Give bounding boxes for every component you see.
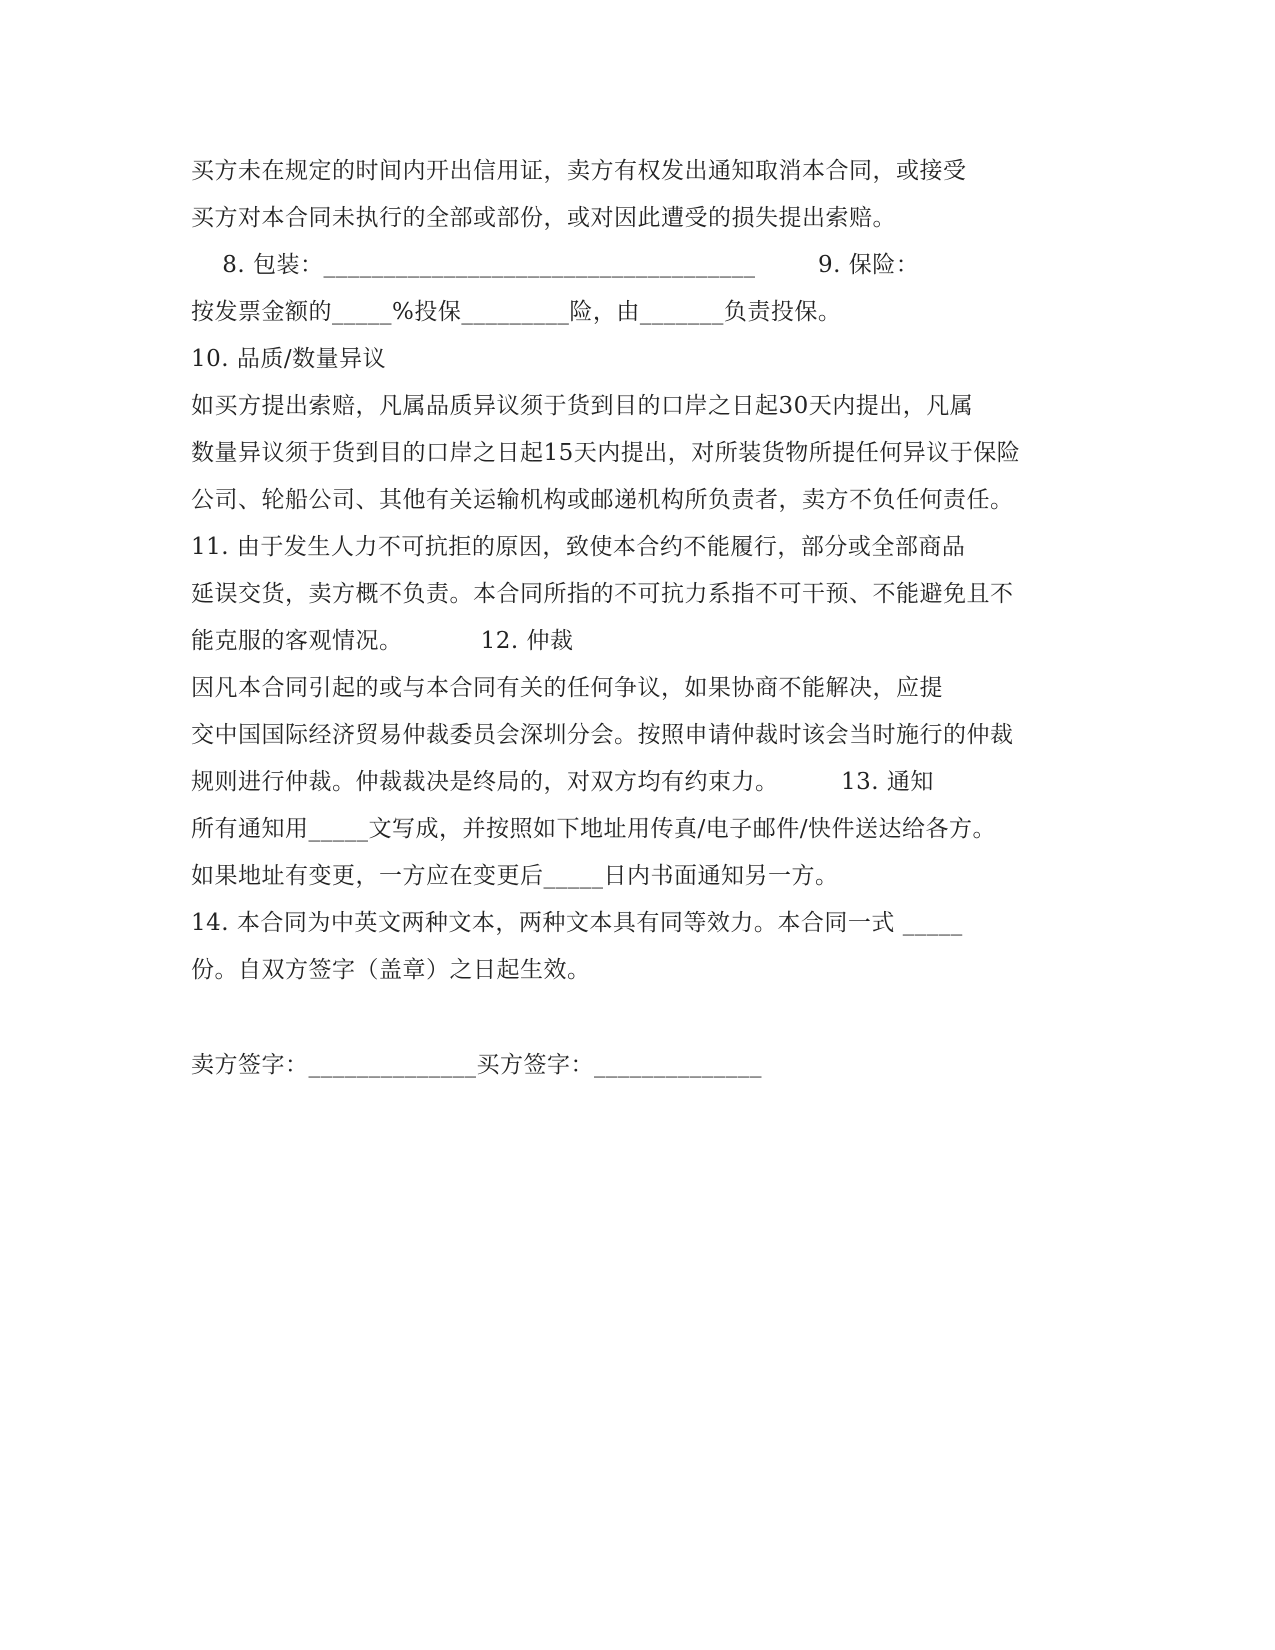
text-line: 如果地址有变更，一方应在变更后_____日内书面通知另一方。 bbox=[191, 863, 839, 889]
text-line: 延误交货，卖方概不负责。本合同所指的不可抗力系指不可干预、不能避免且不 bbox=[191, 581, 1014, 607]
text-line: 所有通知用_____文写成，并按照如下地址用传真/电子邮件/快件送达给各方。 bbox=[191, 816, 996, 842]
text-line: 能克服的客观情况。 12. 仲裁 bbox=[191, 628, 574, 654]
text-line: 规则进行仲裁。仲裁裁决是终局的，对双方均有约束力。 13. 通知 bbox=[191, 769, 934, 795]
text-line: 如买方提出索赔，凡属品质异议须于货到目的口岸之日起30天内提出，凡属 bbox=[191, 393, 974, 419]
text-line: 买方未在规定的时间内开出信用证，卖方有权发出通知取消本合同，或接受 bbox=[191, 158, 967, 184]
text-line: 因凡本合同引起的或与本合同有关的任何争议，如果协商不能解决，应提 bbox=[191, 675, 943, 701]
text-line: 14. 本合同为中英文两种文本，两种文本具有同等效力。本合同一式 _____ bbox=[191, 910, 963, 936]
text-line: 11. 由于发生人力不可抗拒的原因，致使本合约不能履行，部分或全部商品 bbox=[191, 534, 966, 560]
text-line: 份。自双方签字（盖章）之日起生效。 bbox=[191, 957, 591, 983]
text-line: 数量异议须于货到目的口岸之日起15天内提出，对所装货物所提任何异议于保险 bbox=[191, 440, 1021, 466]
text-line: 8. 包装：____________________________________ 9. 保险： bbox=[191, 252, 920, 278]
text-line: 公司、轮船公司、其他有关运输机构或邮递机构所负责者，卖方不负任何责任。 bbox=[191, 487, 1014, 513]
text-line: 交中国国际经济贸易仲裁委员会深圳分会。按照申请仲裁时该会当时施行的仲裁 bbox=[191, 722, 1014, 748]
signature-line: 卖方签字：______________买方签字：______________ bbox=[191, 1052, 762, 1078]
section-heading: 10. 品质/数量异议 bbox=[191, 346, 387, 372]
text-line: 买方对本合同未执行的全部或部份，或对因此遭受的损失提出索赔。 bbox=[191, 205, 896, 231]
text-line: 按发票金额的_____%投保_________险，由_______负责投保。 bbox=[191, 299, 842, 325]
